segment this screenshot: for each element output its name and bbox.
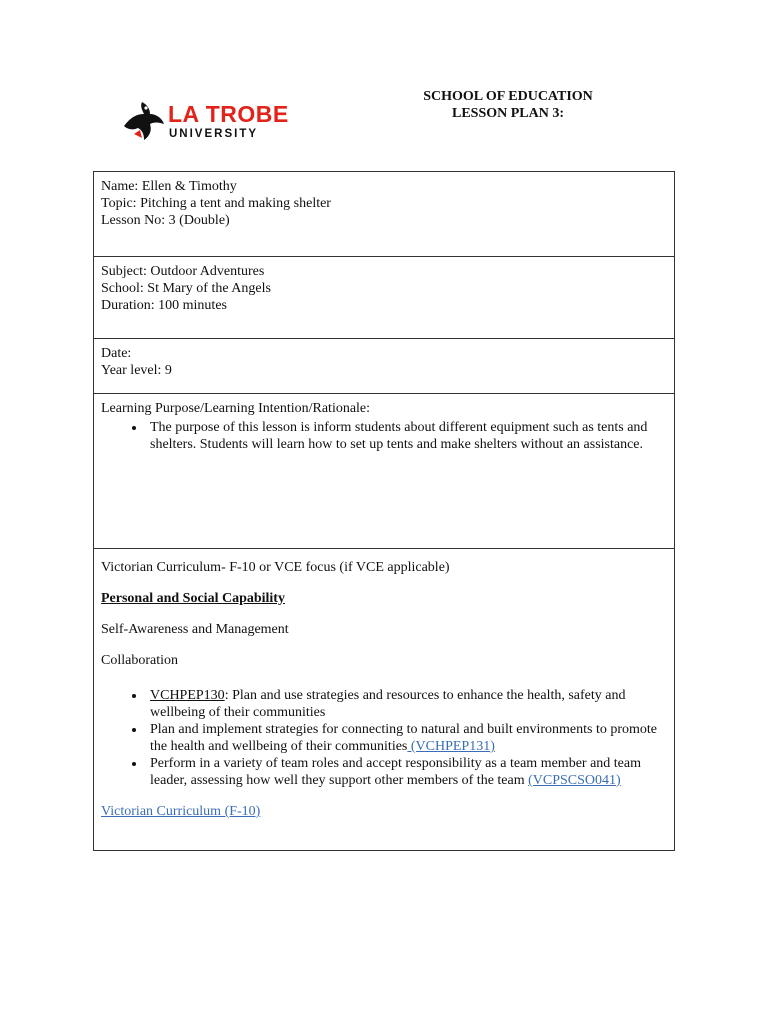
subject-cell	[94, 256, 674, 338]
code-vchpep130: VCHPEP130	[150, 688, 225, 703]
topic-line: Topic: Pitching a tent and making shelter	[101, 196, 331, 211]
curriculum-heading: Victorian Curriculum- F-10 or VCE focus (if VCE applicable)	[101, 560, 450, 575]
list-item	[146, 419, 667, 453]
date-line: Date:	[101, 346, 132, 361]
eagle-icon	[120, 100, 166, 142]
self-awareness-label: Self-Awareness and Management	[101, 622, 289, 637]
lesson-plan-heading: LESSON PLAN 3:	[451, 106, 565, 121]
capability-heading: Personal and Social Capability	[101, 591, 285, 606]
curriculum-list	[101, 687, 667, 789]
university-logo	[120, 100, 320, 150]
page-title	[400, 88, 616, 122]
name-line: Name: Ellen & Timothy	[101, 179, 237, 194]
logo-wordmark: LA TROBE	[168, 101, 289, 127]
details-cell	[94, 172, 674, 256]
year-line: Year level: 9	[101, 363, 172, 378]
curriculum-link[interactable]: Victorian Curriculum (F-10)	[101, 804, 261, 819]
bullet-text: Plan and implement strategies for connecting to natural and built environments to promote the health and wellbeing of their communities	[150, 722, 657, 754]
link-vchpep131[interactable]: (VCHPEP131)	[407, 739, 495, 754]
list-item	[146, 721, 667, 755]
school-line: School: St Mary of the Angels	[101, 281, 271, 296]
collaboration-label: Collaboration	[101, 653, 178, 668]
duration-line: Duration: 100 minutes	[101, 298, 227, 313]
purpose-cell	[94, 393, 674, 548]
purpose-heading: Learning Purpose/Learning Intention/Rationale:	[101, 401, 371, 416]
curriculum-cell	[94, 548, 674, 850]
bullet-text: Perform in a variety of team roles and accept responsibility as a team member and team leader, assessing how well they support other members of the team	[150, 756, 641, 788]
date-cell	[94, 338, 674, 393]
list-item	[146, 687, 667, 721]
logo-subtitle: UNIVERSITY	[169, 128, 259, 140]
link-vcpscso041[interactable]: (VCPSCSO041)	[528, 773, 621, 788]
lesson-line: Lesson No: 3 (Double)	[101, 213, 230, 228]
list-item	[146, 755, 667, 789]
lesson-plan-table	[93, 171, 675, 851]
bullet-text: : Plan and use strategies and resources to enhance the health, safety and wellbeing of their communities	[150, 688, 626, 720]
school-heading: SCHOOL OF EDUCATION	[423, 89, 593, 104]
purpose-list	[101, 419, 667, 453]
purpose-text: The purpose of this lesson is inform students about different equipment such as tents and shelters. Students will learn how to set up tents and make shelters without an assistance.	[150, 420, 648, 452]
subject-line: Subject: Outdoor Adventures	[101, 264, 265, 279]
